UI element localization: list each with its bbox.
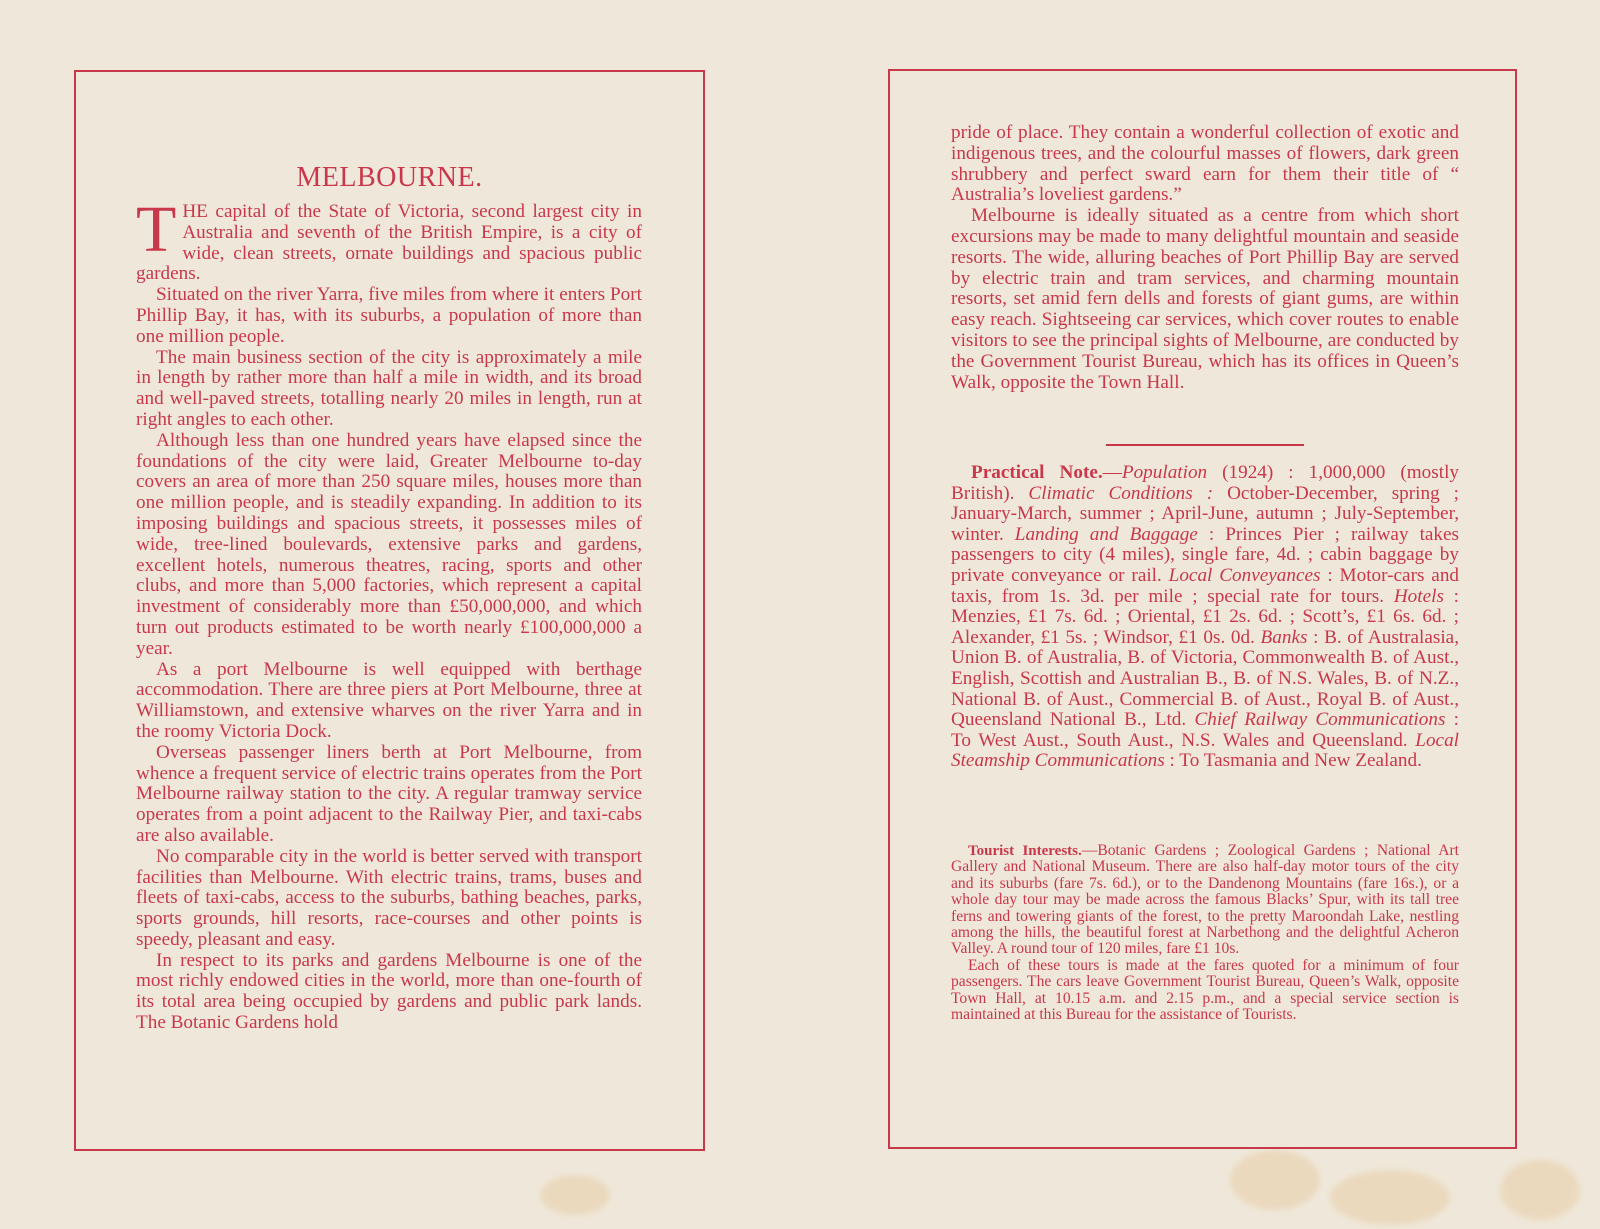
paragraph: pride of place. They contain a wonderful collection of exotic and indigenous trees, and the colourful masses of flowers, dark green shrubbery and perfect sward earn for them their title of “ Australia’s loveliest gardens.” [951,122,1459,206]
paragraph-text: HE capital of the State of Victoria, second largest city in Australia and seventh of the British Empire, is a city of wide, clean streets, ornate buildings and spacious public gardens. [136,201,642,285]
page-title: MELBOURNE. [296,162,483,193]
paragraph: Overseas passenger liners berth at Port Melbourne, from whence a frequent service of electric trains operates from the Port Melbourne railway station to the city. A regular tramway service operates from a point adjacent to the Railway Pier, and taxi-cabs are also available. [136,741,642,846]
section-divider [1106,444,1304,446]
hotels-label: Hotels [1393,585,1444,607]
right-page-body [951,123,1459,393]
tourist-interests [951,843,1459,1023]
landing-text: : Princes Pier ; railway takes passengers to city (4 miles), single fare, 4d. ; cabin baggage by private conveyance or rail. [951,523,1459,586]
left-page-body [136,193,642,1034]
paragraph: The main business section of the city is approximately a mile in length by rather more than half a mile in width, and its broad and well-paved streets, totalling nearly 20 miles in length, run at right angles to each other. [136,346,642,430]
em-dash: — [1102,462,1122,483]
practical-note-heading: Practical Note. [971,462,1103,483]
paragraph: Situated on the river Yarra, five miles from where it enters Port Phillip Bay, it has, with its suburbs, a population of more than one million people. [136,284,642,347]
conveyance-text: : Motor-cars and taxis, from 1s. 3d. per mile ; special rate for tours. [951,564,1460,607]
right-page-frame [888,69,1517,1149]
practical-note [951,463,1459,772]
tourist-interests-text: —Botanic Gardens ; Zoological Gardens ; National Art Gallery and National Museum. There are also half-day motor tours of the city and its suburbs (fare 7s. 6d.), or to the Dandenong Mountains (fare 16s.), or a whole day tour may be made across the famous Blacks’ Spur, with its tall tree ferns and towering giants of the forest, to the pretty Maroondah Lake, nestling among the hills, the beautiful forest at Narbethong and the delightful Acheron Valley. A round tour of 120 miles, fare £1 10s. [951,842,1459,958]
railway-text: : To West Aust., South Aust., N.S. Wales and Queensland. [951,709,1459,751]
paragraph: In respect to its parks and gardens Melbourne is one of the most richly endowed cities in the world, more than one-fourth of its total area being occupied by gardens and public park lands. The Botanic Gardens hold [136,949,642,1034]
paragraph: As a port Melbourne is well equipped with berthage accommodation. There are three piers at Port Melbourne, three at Williamstown, and extensive wharves on the river Yarra and in the roomy Victoria Dock. [136,658,642,742]
tourist-interests-paragraph [951,843,1459,958]
left-page-frame [74,70,705,1151]
paper-stain [1230,1150,1320,1210]
population-text: (1924) : 1,000,000 (mostly British). [951,462,1459,504]
paper-stain [540,1175,610,1215]
paragraph: Although less than one hundred years have elapsed since the foundations of the city were laid, Greater Melbourne to-day covers an area of more than 250 square miles, houses more than one million people, and is steadily expanding. In addition to its imposing buildings and spacious streets, it possesses miles of wide, tree-lined boulevards, extensive parks and gardens, excellent hotels, numerous theatres, racing, sports and other clubs, and more than 5,000 factories, which represent a capital investment of considerably more than £50,000,000, and which turn out products estimated to be worth nearly £100,000,000 a year. [136,429,642,659]
climate-text: October-December, spring ; January-March, summer ; April-June, autumn ; July-September, winter. [951,482,1459,545]
paragraph: Melbourne is ideally situated as a centre from which short excursions may be made to many delightful mountain and seaside resorts. The wide, alluring beaches of Port Phillip Bay are served by electric train and tram services, and charming mountain resorts, set amid fern dells and forests of giant gums, are within easy reach. Sightseeing car services, which cover routes to enable visitors to see the principal sights of Melbourne, are conducted by the Government Tourist Bureau, which has its offices in Queen’s Walk, opposite the Town Hall. [951,205,1459,393]
drop-cap: T [136,193,177,266]
railway-label: Chief Railway Communications [1194,709,1446,731]
banks-label: Banks [1260,626,1308,648]
tourist-interests-heading: Tourist Interests. [968,843,1082,859]
opening-paragraph [136,193,642,285]
landing-label: Landing and Baggage [1014,523,1198,545]
conveyance-label: Local Conveyances [1168,564,1321,586]
tours-note-paragraph: Each of these tours is made at the fares quoted for a minimum of four passengers. The cars leave Government Tourist Bureau, Queen’s Walk, opposite Town Hall, at 10.15 a.m. and 2.15 p.m., and a special service section is maintained at this Bureau for the assistance of Tourists. [951,956,1459,1024]
steamship-text: : To Tasmania and New Zealand. [1164,750,1422,772]
population-label: Population [1121,462,1208,483]
banks-text: : B. of Australasia, Union B. of Australia, B. of Victoria, Commonwealth B. of Aust., English, Scottish and Australian B., B. of N.S. Wales, B. of N.Z., National B. of Aust., Commercial B. of Aust., Royal B. of Aust., Queensland National B., Ltd. [951,626,1459,731]
hotels-text: : Menzies, £1 7s. 6d. ; Oriental, £1 2s. 6d. ; Scott’s, £1 6s. 6d. ; Alexander, £1 5s. ; Windsor, £1 0s. 0d. [951,585,1459,648]
practical-note-paragraph [951,463,1459,772]
climate-label: Climatic Conditions : [1028,482,1214,504]
steamship-label: Local Steamship Communications [951,729,1459,772]
paper-stain [1500,1160,1580,1220]
paper-stain [1330,1170,1450,1225]
paragraph: No comparable city in the world is better served with transport facilities than Melbourne. With electric trains, trams, buses and fleets of taxi-cabs, access to the suburbs, bathing beaches, parks, sports grounds, hill resorts, race-courses and other points is speedy, pleasant and easy. [136,845,642,950]
